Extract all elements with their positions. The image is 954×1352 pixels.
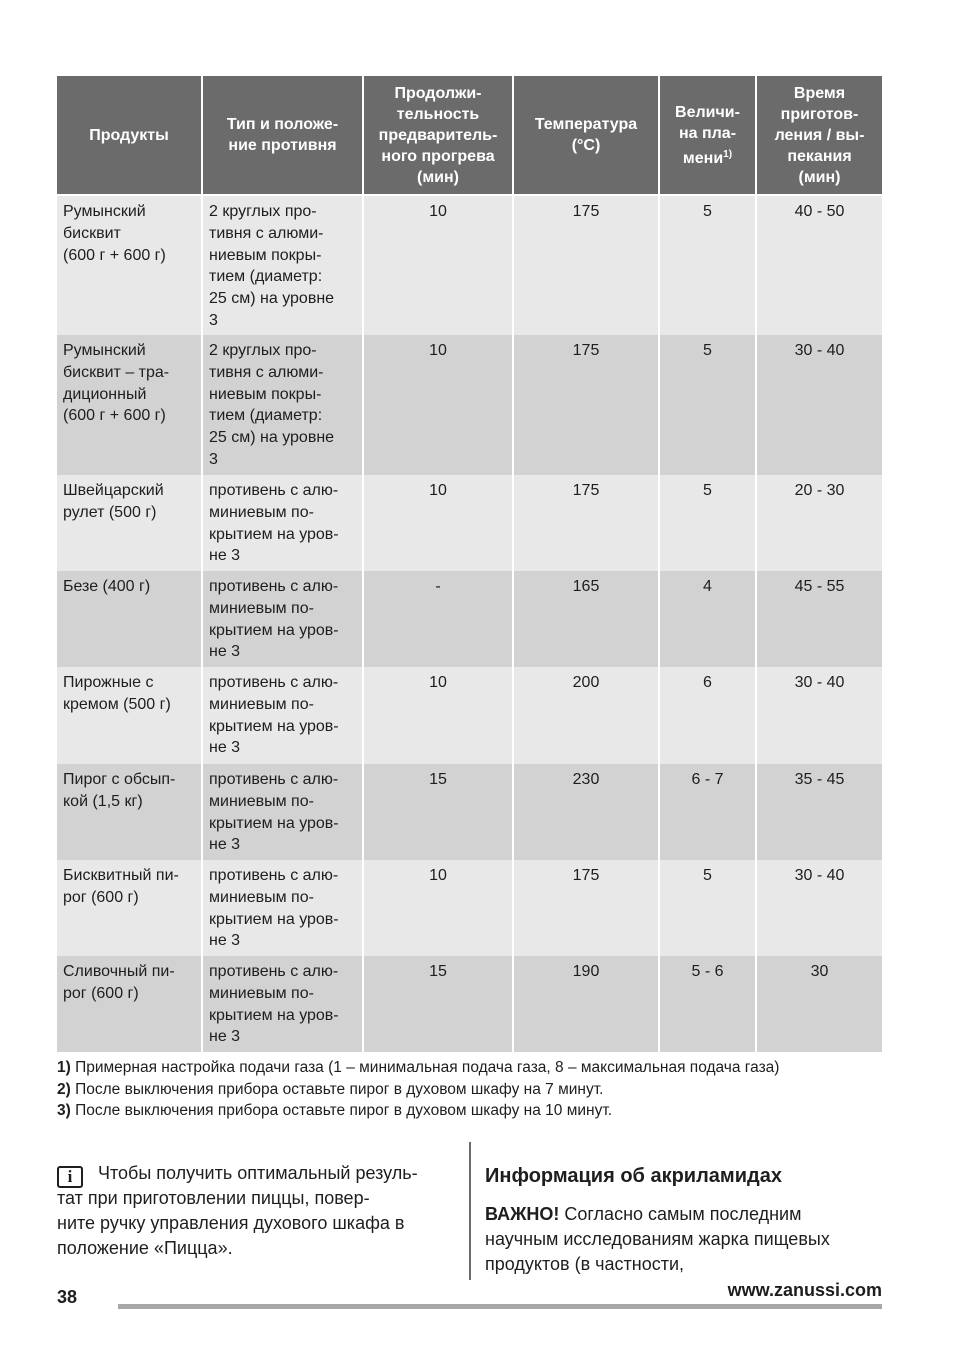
cell-temperature: 230 [513, 764, 659, 860]
footnote-1 [57, 1057, 897, 1079]
baking-table [57, 76, 882, 1052]
section-text [485, 1202, 885, 1277]
table-header-row [57, 76, 882, 195]
cell-product: Сливочный пи- рог (600 г) [57, 956, 202, 1052]
column-divider [469, 1142, 471, 1280]
cell-product: Пирог с обсып- кой (1,5 кг) [57, 764, 202, 860]
cell-tray: 2 круглых про- тивня с алюми- ниевым покры- тием (диаметр: 25 см) на уровне 3 [202, 195, 363, 335]
cell-time: 45 - 55 [756, 571, 882, 667]
footnote-mark: 1) [57, 1059, 71, 1076]
footnote-text: Примерная настройка подачи газа (1 – минимальная подача газа, 8 – максимальная подача газа) [75, 1059, 780, 1076]
table-row [57, 667, 882, 764]
cell-tray: противень с алю- миниевым по- крытием на уров- не 3 [202, 956, 363, 1052]
cell-time: 30 - 40 [756, 335, 882, 475]
table-row [57, 335, 882, 475]
cell-flame: 5 [659, 335, 756, 475]
pizza-tip [57, 1161, 453, 1261]
cell-preheat: 10 [363, 195, 513, 335]
footnote-mark: 1) [723, 148, 733, 160]
cell-flame: 6 - 7 [659, 764, 756, 860]
website-link[interactable]: www.zanussi.com [727, 1280, 882, 1300]
cell-product: Румынский бисквит – тра- диционный (600 г + 600 г) [57, 335, 202, 475]
header-flame-label: Величи- на пла- мени [675, 103, 740, 167]
important-label: ВАЖНО! [485, 1204, 560, 1224]
cell-flame: 5 [659, 860, 756, 956]
cell-time: 30 - 40 [756, 860, 882, 956]
cell-tray: противень с алю- миниевым по- крытием на уров- не 3 [202, 667, 363, 764]
footnote-2 [57, 1079, 897, 1101]
cell-product: Безе (400 г) [57, 571, 202, 667]
cell-time: 30 - 40 [756, 667, 882, 764]
footnotes [57, 1057, 897, 1122]
table-row [57, 475, 882, 571]
cell-preheat: 10 [363, 335, 513, 475]
cell-preheat: 15 [363, 956, 513, 1052]
footnote-3 [57, 1100, 897, 1122]
cell-tray: 2 круглых про- тивня с алюми- ниевым покры- тием (диаметр: 25 см) на уровне 3 [202, 335, 363, 475]
footer-rule [118, 1304, 882, 1309]
cell-tray: противень с алю- миниевым по- крытием на уров- не 3 [202, 475, 363, 571]
table-row [57, 956, 882, 1052]
cell-product: Швейцарский рулет (500 г) [57, 475, 202, 571]
header-flame [659, 76, 756, 195]
cell-temperature: 190 [513, 956, 659, 1052]
cell-time: 20 - 30 [756, 475, 882, 571]
cell-flame: 5 - 6 [659, 956, 756, 1052]
footnote-mark: 2) [57, 1080, 71, 1098]
cell-product: Румынский бисквит (600 г + 600 г) [57, 195, 202, 335]
cell-temperature: 175 [513, 475, 659, 571]
cell-flame: 5 [659, 195, 756, 335]
cell-tray: противень с алю- миниевым по- крытием на уров- не 3 [202, 764, 363, 860]
info-icon: i [57, 1166, 83, 1188]
cell-flame: 4 [659, 571, 756, 667]
cell-time: 35 - 45 [756, 764, 882, 860]
footnote-text: После выключения прибора оставьте пирог в духовом шкафу на 7 минут. [75, 1080, 604, 1098]
cell-time: 40 - 50 [756, 195, 882, 335]
acrylamide-section [485, 1160, 885, 1277]
table-row [57, 195, 882, 335]
cell-flame: 6 [659, 667, 756, 764]
table-row [57, 860, 882, 956]
cell-tray: противень с алю- миниевым по- крытием на уров- не 3 [202, 571, 363, 667]
cell-preheat: 15 [363, 764, 513, 860]
cell-tray: противень с алю- миниевым по- крытием на уров- не 3 [202, 860, 363, 956]
cell-product: Бисквитный пи- рог (600 г) [57, 860, 202, 956]
footnote-text: После выключения прибора оставьте пирог в духовом шкафу на 10 минут. [75, 1102, 613, 1119]
cell-temperature: 175 [513, 195, 659, 335]
section-title: Информация об акриламидах [485, 1165, 782, 1187]
table-body [57, 195, 882, 1052]
tip-text: Чтобы получить оптимальный резуль- тат при приготовлении пиццы, повер- ните ручку управления духового шкафа в положение «Пицца». [57, 1163, 418, 1258]
cell-preheat: 10 [363, 475, 513, 571]
header-products: Продукты [57, 76, 202, 195]
cell-temperature: 175 [513, 335, 659, 475]
cell-temperature: 200 [513, 667, 659, 764]
header-temperature: Температура (°C) [513, 76, 659, 195]
table-row [57, 764, 882, 860]
footnote-mark: 3) [57, 1102, 71, 1119]
cell-preheat: - [363, 571, 513, 667]
cell-product: Пирожные с кремом (500 г) [57, 667, 202, 764]
header-tray: Тип и положе- ние противня [202, 76, 363, 195]
section-body: Согласно самым последним научным исследованиям жарка пищевых продуктов (в частности, [485, 1204, 830, 1274]
table-row [57, 571, 882, 667]
header-time: Время приготов- ления / вы- пекания (мин) [756, 76, 882, 195]
cell-preheat: 10 [363, 860, 513, 956]
cell-temperature: 175 [513, 860, 659, 956]
cell-time: 30 [756, 956, 882, 1052]
cell-preheat: 10 [363, 667, 513, 764]
cell-temperature: 165 [513, 571, 659, 667]
header-preheat: Продолжи- тельность предваритель- ного прогрева (мин) [363, 76, 513, 195]
cell-flame: 5 [659, 475, 756, 571]
page-number: 38 [57, 1287, 78, 1307]
